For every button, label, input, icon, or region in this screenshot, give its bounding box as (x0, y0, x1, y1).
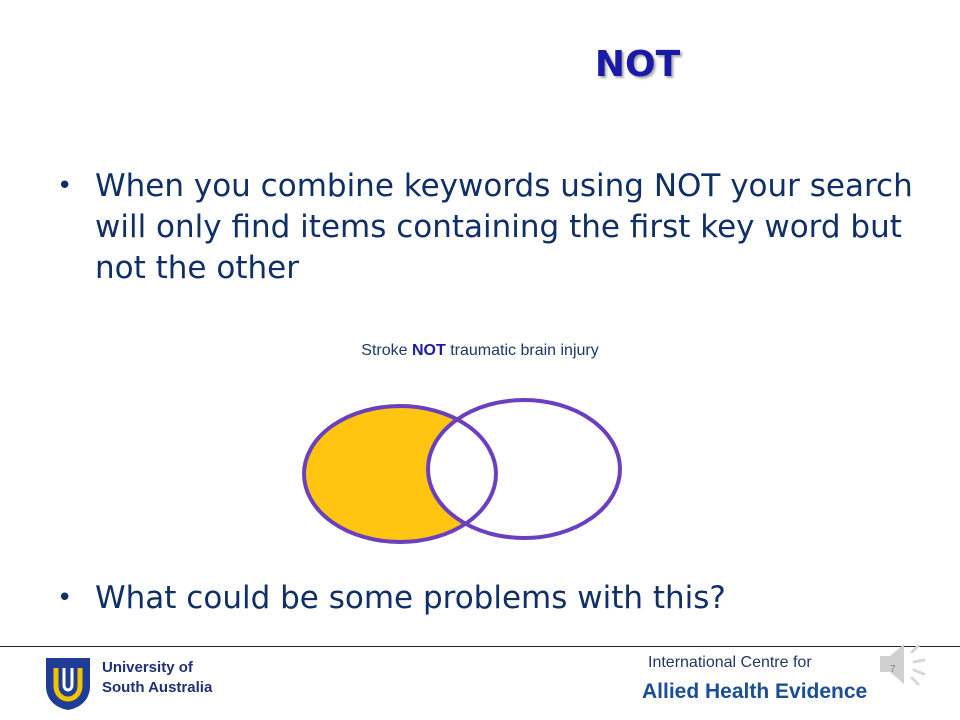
slide-title: NOT (594, 44, 681, 85)
search-term-1: Stroke (361, 342, 408, 359)
centre-name-line1: International Centre for (648, 654, 812, 671)
university-name (102, 658, 212, 698)
search-example (270, 342, 690, 360)
bullet-marker: • (57, 583, 73, 613)
footer-divider (0, 646, 960, 647)
university-name-line2: South Australia (102, 679, 213, 696)
speaker-icon[interactable] (872, 636, 932, 692)
centre-name-line2: Allied Health Evidence (642, 680, 868, 703)
search-term-2: traumatic brain injury (450, 342, 599, 359)
venn-diagram (295, 392, 635, 552)
university-logo-icon (42, 656, 94, 712)
bullet-item (55, 166, 915, 289)
search-operator: NOT (411, 342, 446, 359)
bullet-item (55, 578, 955, 619)
slide-number: 7 (890, 664, 896, 675)
bullet-text: What could be some problems with this? (95, 580, 726, 616)
university-name-line1: University of (102, 659, 193, 676)
bullet-text: When you combine keywords using NOT your search will only find items containing the first key word but not the other (95, 168, 913, 286)
bullet-marker: • (57, 171, 73, 201)
